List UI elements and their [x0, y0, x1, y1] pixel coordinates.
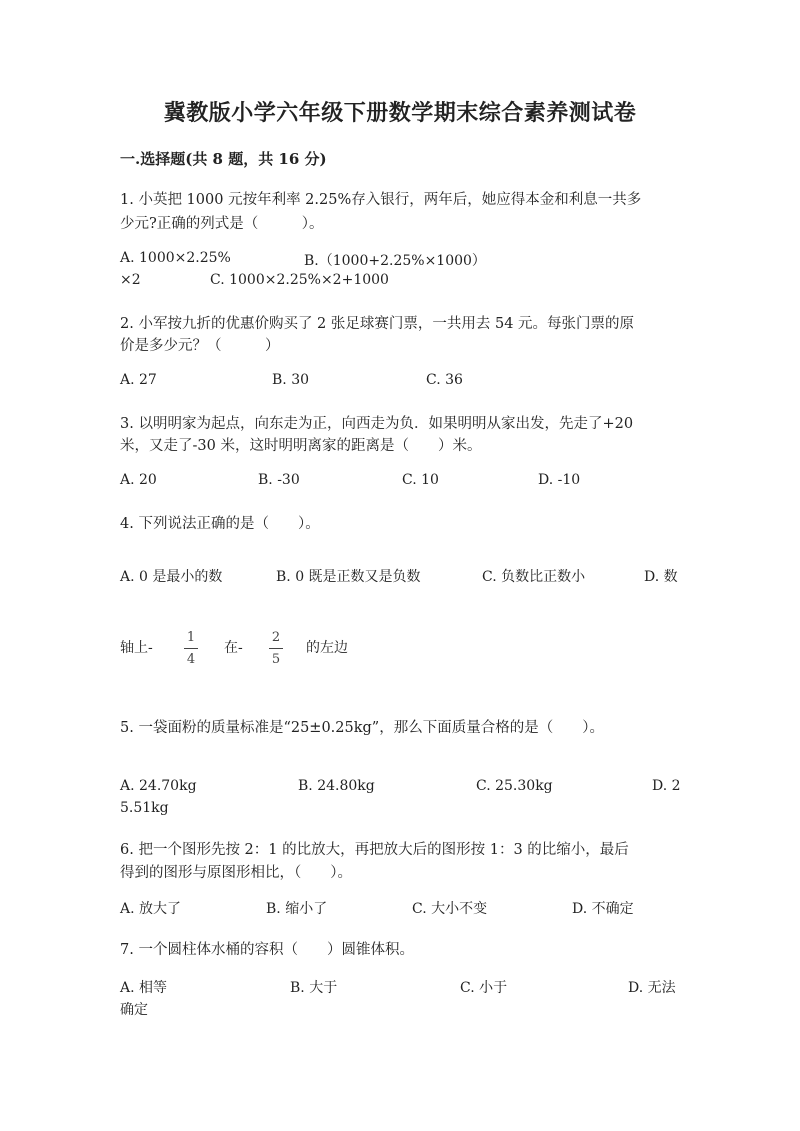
question-7-option-d-cont: 确定 — [120, 1002, 148, 1018]
question-6-option-d: D. 不确定 — [572, 901, 634, 917]
fraction-two-fifths — [269, 629, 283, 669]
question-5-line-1: 5. 一袋面粉的质量标准是“25±0.25kg”，那么下面质量合格的是（ ）。 — [120, 720, 604, 736]
question-3-option-c: C. 10 — [402, 472, 439, 488]
question-5-option-a: A. 24.70kg — [120, 778, 197, 794]
question-2-line-2: 价是多少元？（ ） — [120, 338, 280, 354]
fraction-denominator: 5 — [271, 652, 281, 667]
question-4-option-c: C. 负数比正数小 — [482, 569, 586, 585]
question-4-option-a: A. 0 是最小的数 — [120, 569, 223, 585]
question-5-option-d-cont: 5.51kg — [120, 800, 169, 816]
question-6-line-2: 得到的图形与原图形相比，（ ）。 — [120, 865, 352, 881]
question-2-option-a: A. 27 — [120, 372, 157, 388]
question-3-line-2: 米，又走了-30 米，这时明明离家的距离是（ ）米。 — [120, 438, 482, 454]
section-heading: 一.选择题(共 8 题，共 16 分) — [120, 150, 327, 168]
question-3-line-1: 3. 以明明家为起点，向东走为正，向西走为负．如果明明从家出发，先走了+20 — [120, 416, 634, 432]
question-3-option-b: B. -30 — [258, 472, 300, 488]
fraction-one-quarter — [184, 629, 198, 669]
question-1-option-b: B.（1000+2.25%×1000） — [304, 253, 486, 269]
question-1-option-c: C. 1000×2.25%×2+1000 — [210, 272, 389, 288]
question-2-option-c: C. 36 — [426, 372, 463, 388]
question-6-line-1: 6. 把一个图形先按 2：1 的比放大，再把放大后的图形按 1：3 的比缩小，最后 — [120, 842, 629, 858]
question-7-option-b: B. 大于 — [290, 980, 338, 996]
question-4-line-1: 4. 下列说法正确的是（ ）。 — [120, 516, 320, 532]
fraction-numerator: 1 — [186, 630, 196, 645]
question-5-option-b: B. 24.80kg — [298, 778, 375, 794]
question-1-option-b-cont: ×2 — [120, 272, 141, 288]
question-2-option-b: B. 30 — [272, 372, 310, 388]
fraction-numerator: 2 — [271, 630, 281, 645]
question-4-option-d: D. 数 — [644, 569, 678, 585]
fraction-bar — [184, 648, 198, 649]
question-4-option-d-suffix: 的左边 — [306, 640, 348, 656]
question-5-option-c: C. 25.30kg — [476, 778, 553, 794]
question-6-option-b: B. 缩小了 — [266, 901, 328, 917]
question-7-option-d: D. 无法 — [628, 980, 676, 996]
question-1-option-a: A. 1000×2.25% — [120, 250, 231, 266]
fraction-denominator: 4 — [186, 652, 196, 667]
question-1-line-2: 少元?正确的列式是（ ）。 — [120, 216, 324, 232]
question-3-option-d: D. -10 — [538, 472, 581, 488]
question-4-option-d-mid: 在- — [224, 640, 243, 656]
question-5-option-d: D. 2 — [652, 778, 681, 794]
fraction-bar — [269, 648, 283, 649]
question-4-option-d-prefix: 轴上- — [120, 640, 153, 656]
question-7-option-a: A. 相等 — [120, 980, 168, 996]
question-3-option-a: A. 20 — [120, 472, 157, 488]
question-7-option-c: C. 小于 — [460, 980, 508, 996]
page-title: 冀教版小学六年级下册数学期末综合素养测试卷 — [163, 100, 637, 126]
question-6-option-a: A. 放大了 — [120, 901, 182, 917]
question-2-line-1: 2. 小军按九折的优惠价购买了 2 张足球赛门票，一共用去 54 元。每张门票的原 — [120, 316, 635, 332]
question-4-option-b: B. 0 既是正数又是负数 — [276, 569, 421, 585]
question-7-line-1: 7. 一个圆柱体水桶的容积（ ）圆锥体积。 — [120, 942, 414, 958]
question-6-option-c: C. 大小不变 — [412, 901, 488, 917]
question-1-line-1: 1. 小英把 1000 元按年利率 2.25%存入银行，两年后，她应得本金和利息一共多 — [120, 192, 642, 208]
